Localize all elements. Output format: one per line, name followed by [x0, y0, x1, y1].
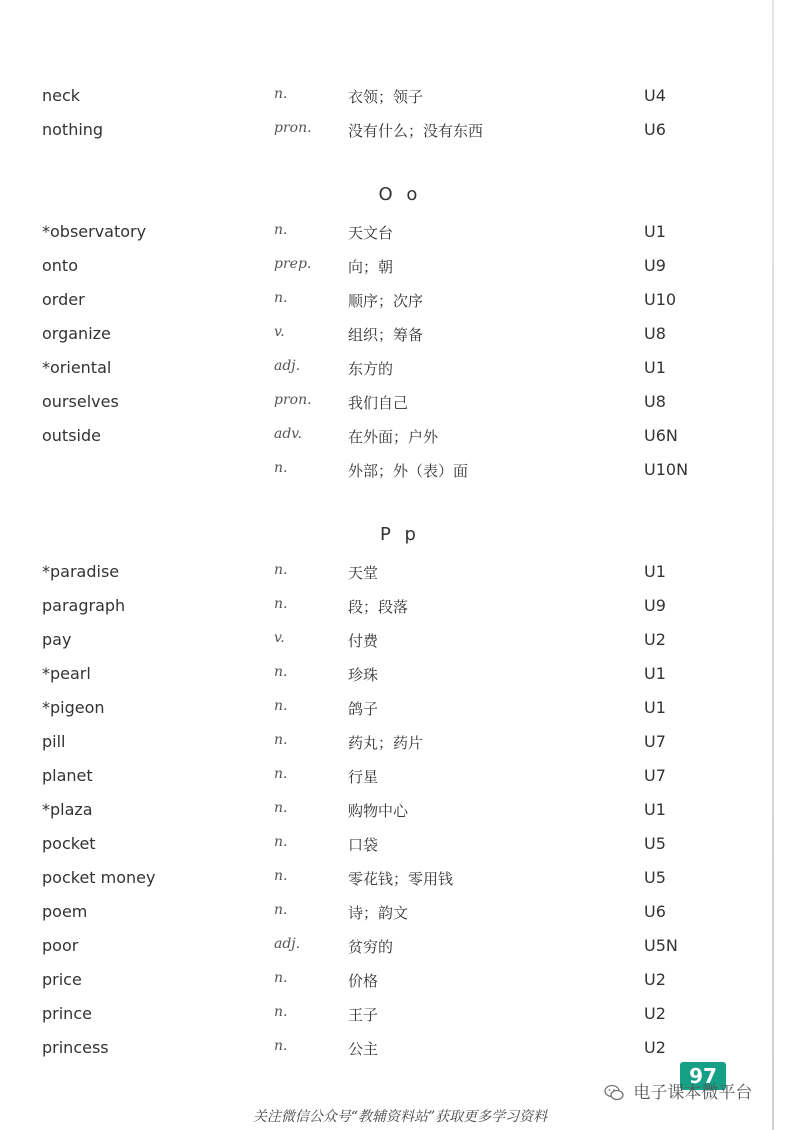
entry-meaning: 我们自己 [348, 394, 409, 412]
unit-reference: U2 [644, 1004, 666, 1023]
part-of-speech: pron. [274, 392, 312, 408]
unit-reference: U2 [644, 1038, 666, 1057]
unit-reference: U1 [644, 562, 666, 581]
unit-reference: U9 [644, 256, 666, 275]
unit-reference: U10 [644, 290, 677, 309]
entry-meaning: 药丸；药片 [348, 734, 424, 752]
glossary-row [0, 936, 800, 964]
glossary-row [0, 426, 800, 454]
part-of-speech: n. [274, 290, 288, 306]
entry-meaning: 公主 [348, 1040, 379, 1058]
unit-reference: U9 [644, 596, 666, 615]
glossary-row [0, 392, 800, 420]
entry-meaning: 贫穷的 [348, 938, 394, 956]
glossary-row [0, 630, 800, 658]
entry-word: outside [42, 426, 101, 445]
unit-reference: U1 [644, 358, 666, 377]
part-of-speech: v. [274, 630, 285, 646]
part-of-speech: n. [274, 664, 288, 680]
glossary-row [0, 970, 800, 998]
unit-reference: U2 [644, 630, 666, 649]
glossary-row [0, 834, 800, 862]
entry-meaning: 口袋 [348, 836, 379, 854]
part-of-speech: n. [274, 800, 288, 816]
page-number: 97 [680, 1062, 726, 1090]
entry-word: pocket [42, 834, 96, 853]
unit-reference: U6N [644, 426, 678, 445]
entry-meaning: 王子 [348, 1006, 379, 1024]
entry-word: *observatory [42, 222, 147, 241]
entry-word: pocket money [42, 868, 156, 887]
glossary-row [0, 766, 800, 794]
unit-reference: U5N [644, 936, 678, 955]
glossary-row [0, 868, 800, 896]
part-of-speech: n. [274, 834, 288, 850]
part-of-speech: prep. [274, 256, 312, 272]
entry-word: *paradise [42, 562, 120, 581]
part-of-speech: adj. [274, 936, 301, 952]
glossary-row [0, 460, 800, 488]
entry-meaning: 向；朝 [348, 258, 394, 276]
wechat-icon [604, 1084, 624, 1102]
entry-word: poor [42, 936, 79, 955]
footer-note: 关注微信公众号“教辅资料站”获取更多学习资料 [252, 1109, 548, 1125]
entry-meaning: 顺序；次序 [348, 292, 424, 310]
section-heading: P p [379, 524, 420, 545]
entry-meaning: 外部；外（表）面 [348, 462, 469, 480]
entry-word: pill [42, 732, 66, 751]
part-of-speech: v. [274, 324, 285, 340]
unit-reference: U8 [644, 324, 666, 343]
unit-reference: U6 [644, 120, 666, 139]
entry-word: order [42, 290, 85, 309]
part-of-speech: n. [274, 460, 288, 476]
glossary-row [0, 324, 800, 352]
unit-reference: U1 [644, 800, 666, 819]
part-of-speech: n. [274, 562, 288, 578]
entry-meaning: 付费 [348, 632, 379, 650]
entry-meaning: 天堂 [348, 564, 379, 582]
entry-word: *pigeon [42, 698, 105, 717]
entry-word: onto [42, 256, 78, 275]
entry-word: planet [42, 766, 93, 785]
entry-word: *oriental [42, 358, 112, 377]
glossary-row [0, 800, 800, 828]
entry-word: *pearl [42, 664, 91, 683]
entry-word: princess [42, 1038, 109, 1057]
entry-meaning: 珍珠 [348, 666, 379, 684]
glossary-row [0, 86, 800, 114]
entry-meaning: 购物中心 [348, 802, 409, 820]
glossary-row [0, 120, 800, 148]
unit-reference: U1 [644, 664, 666, 683]
part-of-speech: pron. [274, 120, 312, 136]
entry-word: ourselves [42, 392, 119, 411]
unit-reference: U5 [644, 834, 666, 853]
glossary-row [0, 256, 800, 284]
part-of-speech: n. [274, 970, 288, 986]
unit-reference: U5 [644, 868, 666, 887]
unit-reference: U1 [644, 698, 666, 717]
part-of-speech: n. [274, 86, 288, 102]
glossary-row [0, 698, 800, 726]
glossary-row [0, 596, 800, 624]
glossary-row [0, 902, 800, 930]
entry-meaning: 天文台 [348, 224, 394, 242]
entry-meaning: 零花钱；零用钱 [348, 870, 454, 888]
unit-reference: U7 [644, 766, 666, 785]
glossary-row [0, 732, 800, 760]
entry-meaning: 段；段落 [348, 598, 409, 616]
entry-word: organize [42, 324, 111, 343]
entry-meaning: 在外面；户外 [348, 428, 439, 446]
part-of-speech: n. [274, 596, 288, 612]
part-of-speech: n. [274, 902, 288, 918]
part-of-speech: adj. [274, 358, 301, 374]
glossary-row [0, 290, 800, 318]
part-of-speech: n. [274, 1004, 288, 1020]
unit-reference: U10N [644, 460, 689, 479]
unit-reference: U6 [644, 902, 666, 921]
part-of-speech: n. [274, 222, 288, 238]
part-of-speech: n. [274, 766, 288, 782]
part-of-speech: n. [274, 732, 288, 748]
part-of-speech: n. [274, 698, 288, 714]
entry-meaning: 价格 [348, 972, 379, 990]
entry-meaning: 没有什么；没有东西 [348, 122, 484, 140]
entry-meaning: 衣领；领子 [348, 88, 424, 106]
unit-reference: U8 [644, 392, 666, 411]
unit-reference: U4 [644, 86, 666, 105]
entry-meaning: 鸽子 [348, 700, 379, 718]
entry-meaning: 组织；筹备 [348, 326, 424, 344]
entry-word: neck [42, 86, 81, 105]
entry-meaning: 诗；韵文 [348, 904, 409, 922]
entry-word: price [42, 970, 82, 989]
entry-word: paragraph [42, 596, 126, 615]
entry-meaning: 东方的 [348, 360, 394, 378]
entry-word: prince [42, 1004, 92, 1023]
part-of-speech: n. [274, 1038, 288, 1054]
glossary-row [0, 664, 800, 692]
unit-reference: U7 [644, 732, 666, 751]
entry-word: poem [42, 902, 88, 921]
entry-meaning: 行星 [348, 768, 379, 786]
unit-reference: U2 [644, 970, 666, 989]
part-of-speech: n. [274, 868, 288, 884]
section-heading: O o [378, 184, 422, 205]
glossary-row [0, 222, 800, 250]
glossary-row [0, 358, 800, 386]
entry-word: pay [42, 630, 72, 649]
unit-reference: U1 [644, 222, 666, 241]
part-of-speech: adv. [274, 426, 303, 442]
entry-word: *plaza [42, 800, 93, 819]
glossary-row [0, 562, 800, 590]
entry-word: nothing [42, 120, 104, 139]
watermark-text: 电子课本微平台 [633, 1083, 753, 1103]
watermark [604, 1078, 752, 1103]
glossary-row [0, 1004, 800, 1032]
